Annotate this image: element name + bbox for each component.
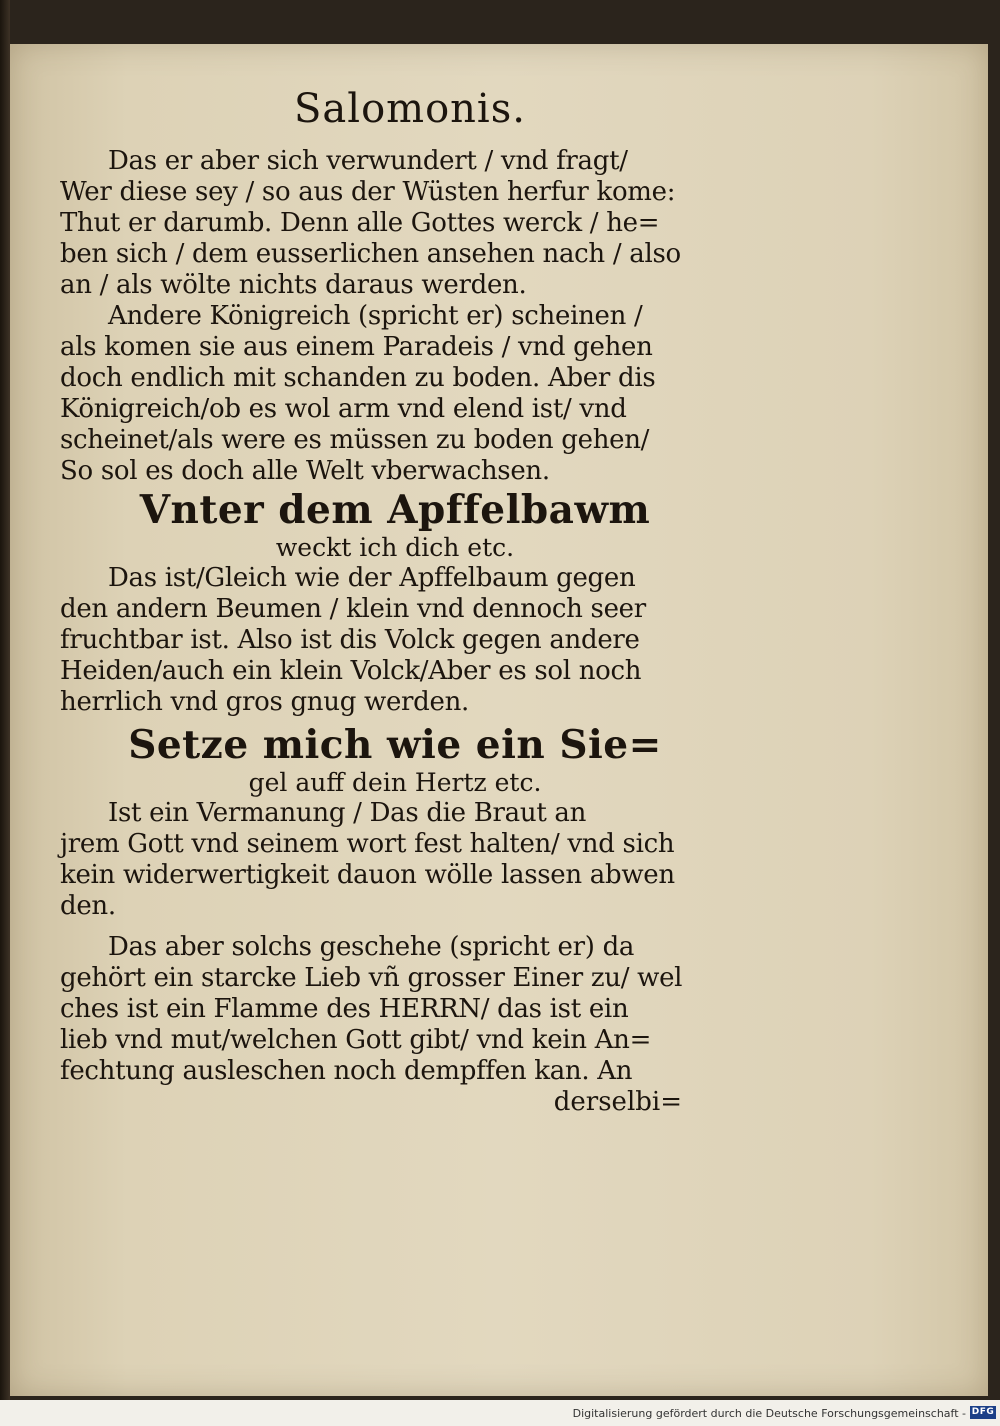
footer-bar <box>0 1400 1000 1426</box>
text-line: Thut er darumb. Denn alle Gottes werck / he= <box>60 208 660 238</box>
text-line: Ist ein Vermanung / Das die Braut an <box>108 798 587 828</box>
paragraph-4 <box>60 798 690 922</box>
section-heading-title: Vnter dem Apffelbawm <box>139 487 651 533</box>
text-line: Das er aber sich verwundert / vnd fragt/ <box>108 146 628 176</box>
text-line: So sol es doch alle Welt vberwachsen. <box>60 456 550 486</box>
running-head: Salomonis. <box>294 86 526 132</box>
text-line: kein widerwertigkeit dauon wölle lassen abwen <box>60 860 675 890</box>
dfg-logo: DFG <box>971 1407 995 1417</box>
text-line: als komen sie aus einem Paradeis / vnd gehen <box>60 332 653 362</box>
text-line: fechtung ausleschen noch dempffen kan. An <box>60 1056 633 1086</box>
text-line: Das aber solchs geschehe (spricht er) da <box>108 932 635 962</box>
paragraph-2 <box>60 301 690 487</box>
paragraph-1 <box>60 146 690 301</box>
paragraph-3 <box>60 563 690 718</box>
text-line: herrlich vnd gros gnug werden. <box>60 687 470 717</box>
section-heading-subtitle: weckt ich dich etc. <box>275 533 515 562</box>
footer-credit: Digitalisierung gefördert durch die Deutsche Forschungsgemeinschaft - <box>572 1407 966 1420</box>
text-line: ches ist ein Flamme des HERRN/ das ist ein <box>60 994 629 1024</box>
section-heading-title: Setze mich wie ein Sie= <box>128 722 662 768</box>
text-line: Königreich/ob es wol arm vnd elend ist/ vnd <box>60 394 627 424</box>
text-line: Wer diese sey / so aus der Wüsten herfur kome: <box>60 177 676 207</box>
text-line: lieb vnd mut/welchen Gott gibt/ vnd kein An= <box>60 1025 652 1055</box>
catchword: derselbi= <box>553 1087 682 1117</box>
text-line: den andern Beumen / klein vnd dennoch seer <box>60 594 646 624</box>
text-line: fruchtbar ist. Also ist dis Volck gegen andere <box>60 625 640 655</box>
book-spine <box>0 0 10 1400</box>
section-heading-siegel <box>60 722 690 798</box>
text-line: Heiden/auch ein klein Volck/Aber es sol noch <box>60 656 642 686</box>
page-text-block <box>60 86 690 1118</box>
text-line: scheinet/als were es müssen zu boden gehen/ <box>60 425 650 455</box>
text-line: jrem Gott vnd seinem wort fest halten/ vnd sich <box>60 829 675 859</box>
text-line: den. <box>60 891 116 921</box>
text-line: doch endlich mit schanden zu boden. Aber dis <box>60 363 656 393</box>
text-line: ben sich / dem eusserlichen ansehen nach / also <box>60 239 681 269</box>
paragraph-5 <box>60 932 690 1087</box>
text-line: Andere Königreich (spricht er) scheinen / <box>108 301 643 331</box>
text-line: gehört ein starcke Lieb vñ grosser Einer zu/ wel <box>60 963 683 993</box>
text-line: an / als wölte nichts daraus werden. <box>60 270 527 300</box>
section-heading-subtitle: gel auff dein Hertz etc. <box>248 768 542 797</box>
section-heading-apfelbaum <box>60 487 690 563</box>
text-line: Das ist/Gleich wie der Apffelbaum gegen <box>108 563 636 593</box>
